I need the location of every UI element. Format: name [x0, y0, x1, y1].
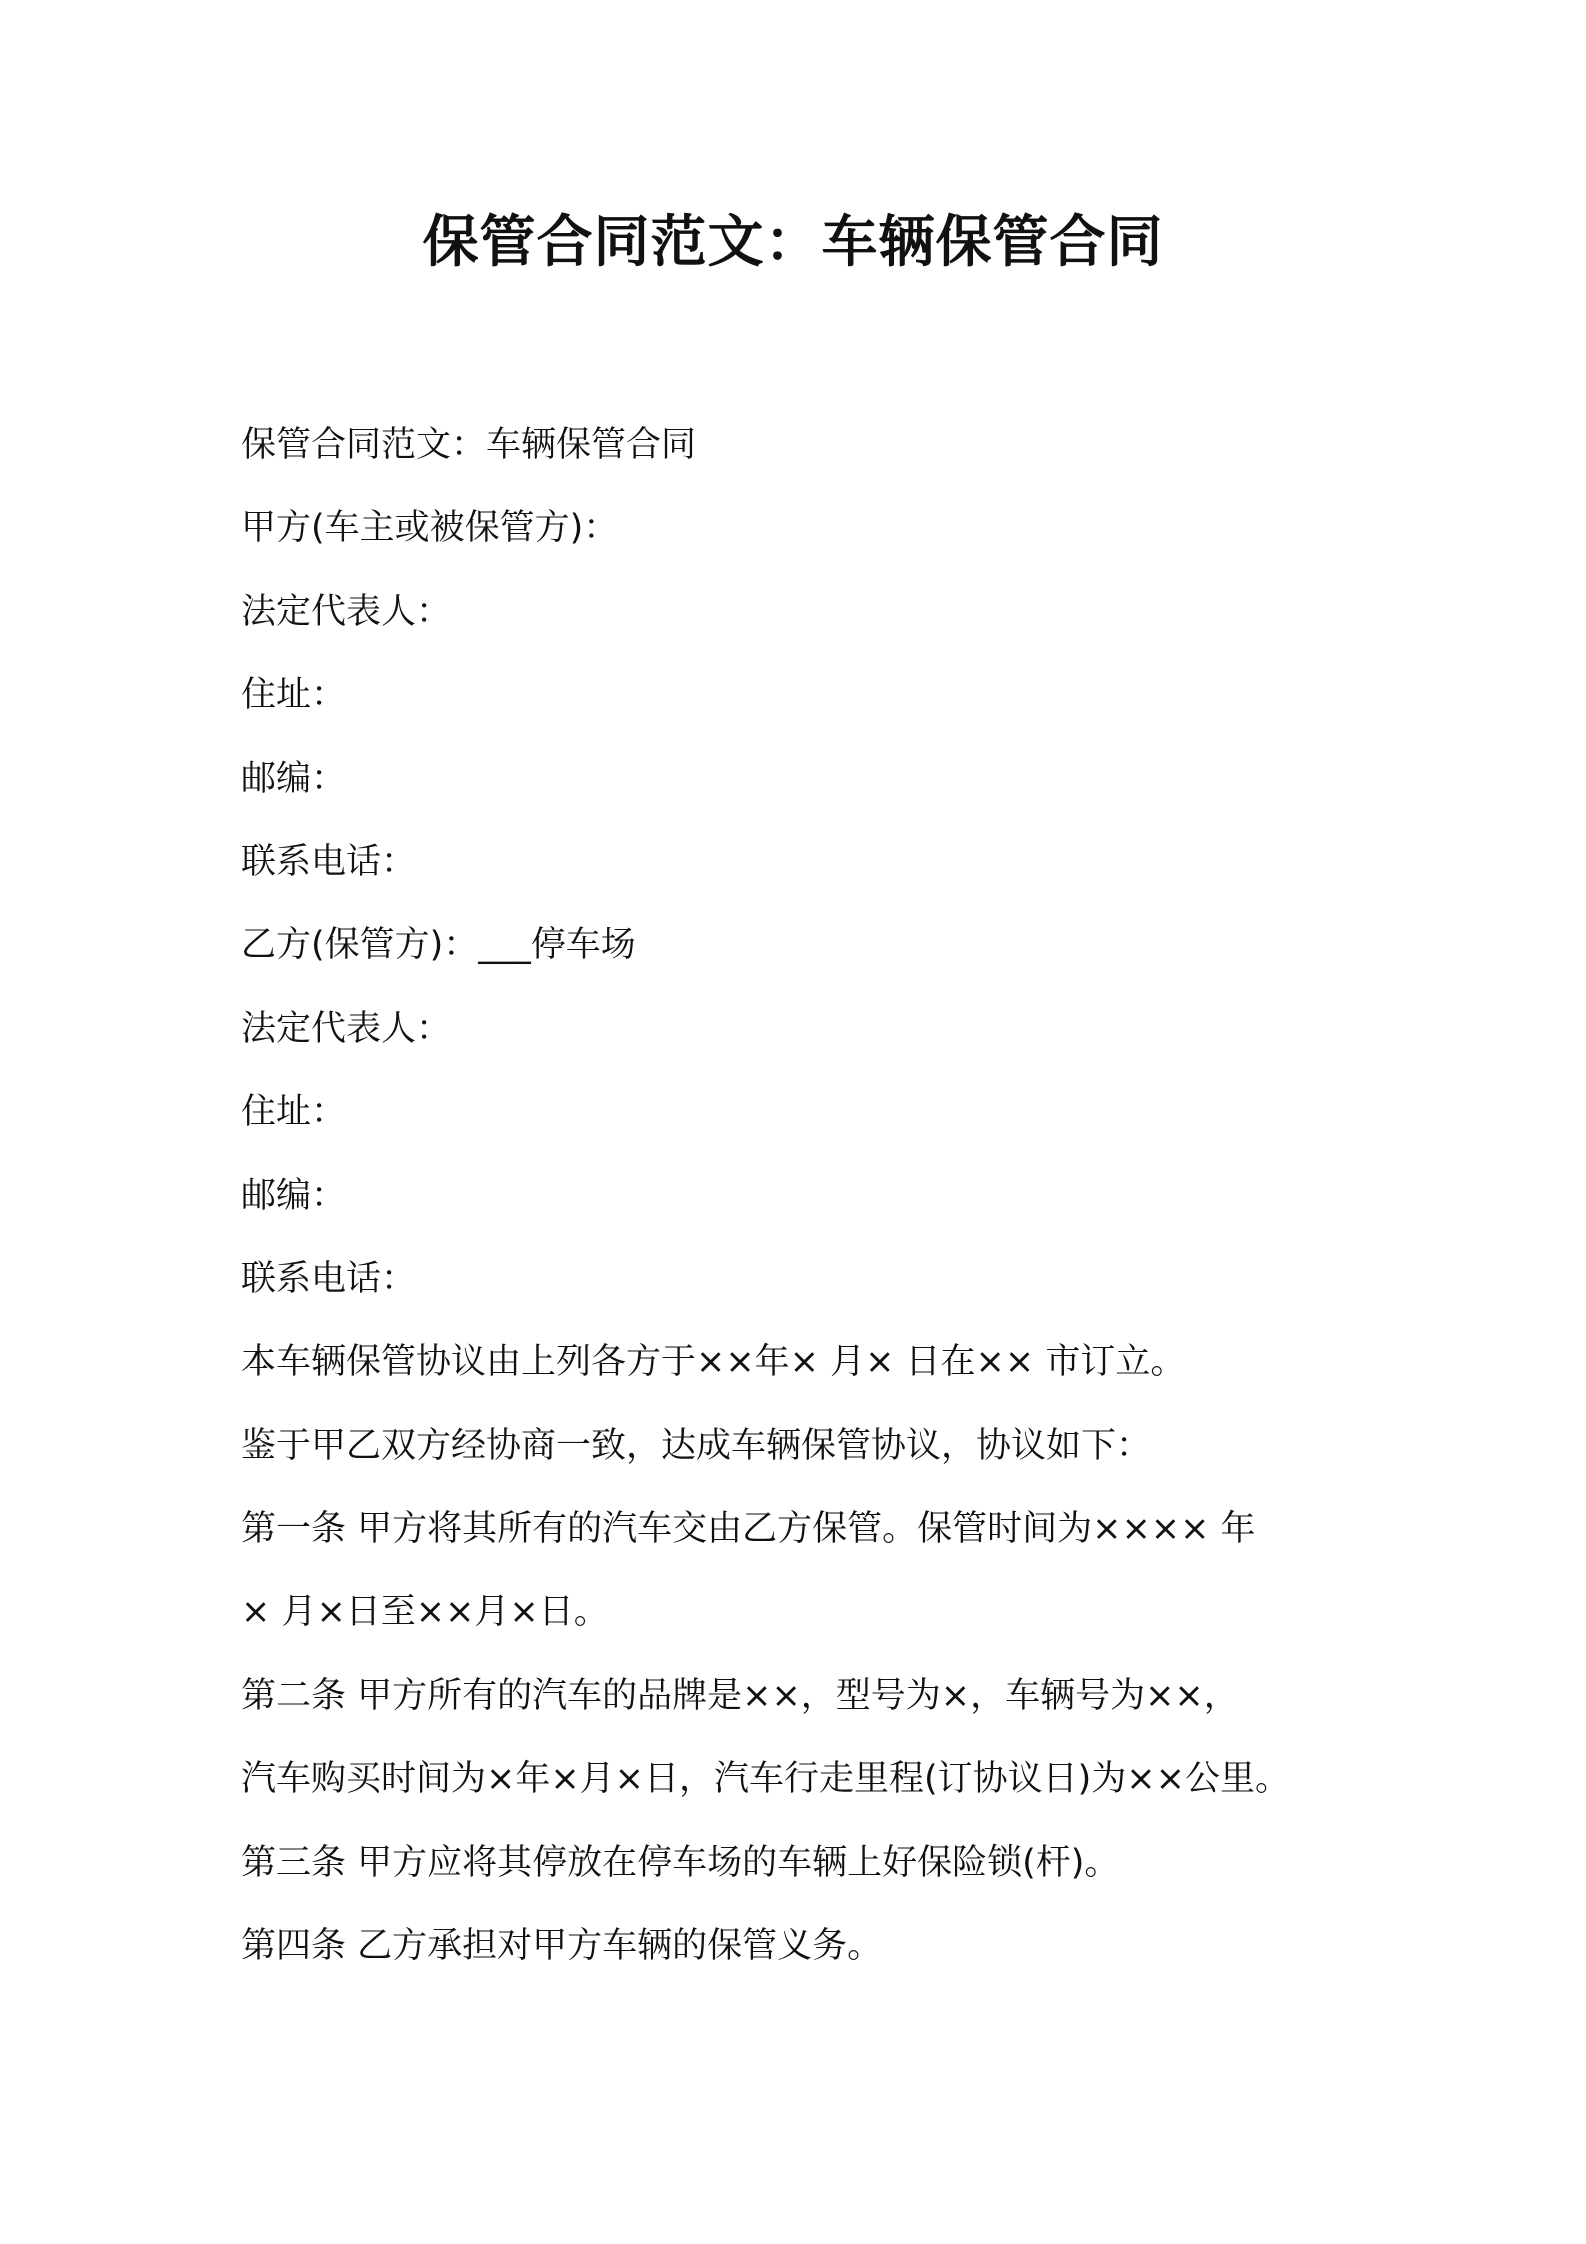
- party-a-legal-rep: 法定代表人：: [241, 591, 452, 632]
- article-1-line-1: 第一条 甲方将其所有的汽车交由乙方保管。保管时间为×××× 年: [241, 1509, 1256, 1550]
- agreement-date-line: 本车辆保管协议由上列各方于××年× 月× 日在×× 市订立。: [241, 1342, 1186, 1383]
- subtitle-line: 保管合同范文：车辆保管合同: [241, 425, 697, 465]
- party-a-address: 住址：: [241, 675, 347, 716]
- party-a-postcode: 邮编：: [241, 758, 347, 799]
- party-b-phone: 联系电话：: [241, 1258, 417, 1299]
- article-2-line-2: 汽车购买时间为×年×月×日，汽车行走里程(订协议日)为××公里。: [241, 1759, 1290, 1800]
- document-body: [241, 404, 1401, 1988]
- article-2-line-1: 第二条 甲方所有的汽车的品牌是××，型号为×，车辆号为××，: [241, 1675, 1239, 1716]
- document-title: 保管合同范文：车辆保管合同: [422, 210, 1164, 275]
- party-b-address: 住址：: [241, 1092, 347, 1133]
- party-b-postcode: 邮编：: [241, 1175, 347, 1216]
- article-3-line: 第三条 甲方应将其停放在停车场的车辆上好保险锁(杆)。: [241, 1842, 1120, 1883]
- article-1-line-2: × 月×日至××月×日。: [241, 1592, 609, 1633]
- party-a-label: 甲方(车主或被保管方)：: [241, 508, 619, 549]
- agreement-intro-line: 鉴于甲乙双方经协商一致，达成车辆保管协议，协议如下：: [241, 1425, 1152, 1466]
- party-b-legal-rep: 法定代表人：: [241, 1008, 452, 1049]
- party-a-phone: 联系电话：: [241, 841, 417, 882]
- article-4-line: 第四条 乙方承担对甲方车辆的保管义务。: [241, 1926, 883, 1967]
- party-b-label: 乙方(保管方)：___停车场: [241, 925, 636, 966]
